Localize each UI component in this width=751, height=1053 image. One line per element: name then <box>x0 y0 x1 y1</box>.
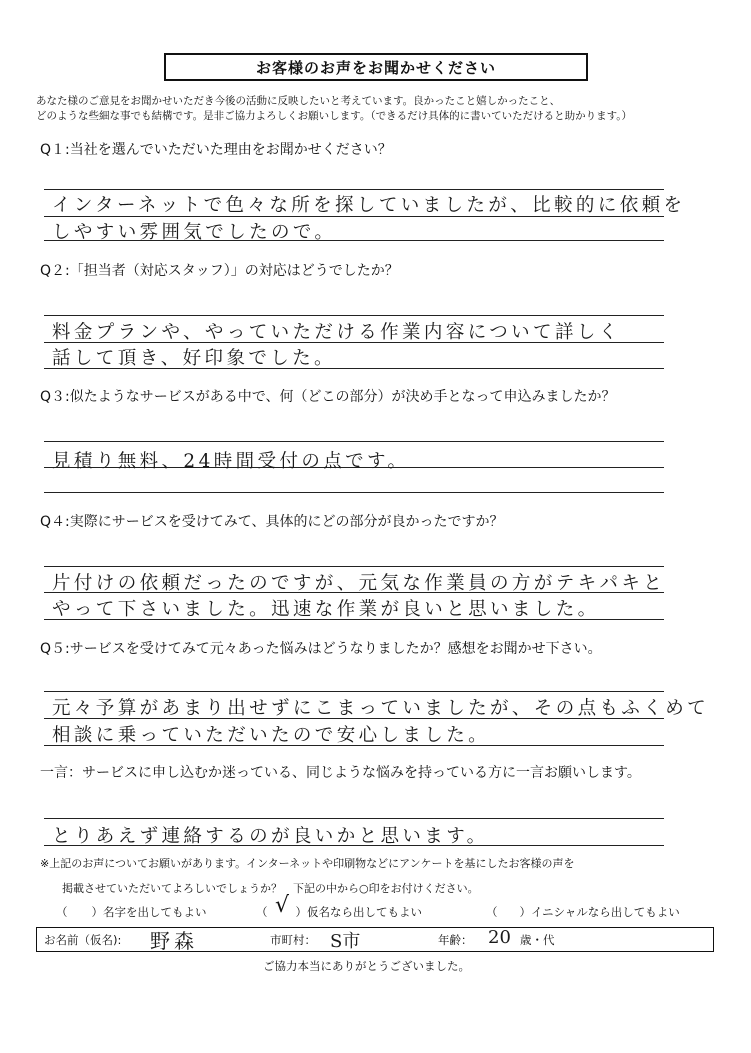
question-1-answer-line-1: インターネットで色々な所を探していましたが、比較的に依頼を <box>52 195 686 216</box>
city-value: S市 <box>330 931 361 952</box>
question-2-answer-line-1: 料金プランや、やっていただける作業内容について詳しく <box>52 322 621 343</box>
question-1-label: Q１:当社を選んでいただいた理由をお聞かせください？ <box>40 142 392 158</box>
answer-rule <box>44 492 664 493</box>
age-value: 20 <box>488 927 511 948</box>
question-5-answer-line-2: 相談に乗っていただいたので安心しました。 <box>52 725 491 746</box>
name-label: お名前（仮名): <box>44 933 122 947</box>
comment-label: 一言：サービスに申し込むか迷っている、同じような悩みを持っている方に一言お願いします。 <box>40 765 641 781</box>
answer-rule <box>44 189 664 190</box>
question-5-label: Q５:サービスを受けてみて元々あった悩みはどうなりましたか？感想をお聞かせ下さい。 <box>40 641 602 657</box>
question-4-label: Q４:実際にサービスを受けてみて、具体的にどの部分が良かったですか？ <box>40 514 504 530</box>
option-pseudonym[interactable]: （ ）仮名なら出してもよい <box>256 905 422 919</box>
intro-line-2: どのような些細な事でも結構です。是非ご協力よろしくお願いします。（できるだけ具体的に書いていただけると助かります。） <box>36 110 632 122</box>
age-suffix: 歳・代 <box>520 933 555 947</box>
question-1-answer-line-2: しやすい雰囲気でしたので。 <box>52 222 337 243</box>
thanks-message: ご協力本当にありがとうございました。 <box>263 959 470 973</box>
question-4-answer-line-1: 片付けの依頼だったのですが、元気な作業員の方がテキパキと <box>52 573 666 594</box>
notice-line-2: 掲載させていただいてよろしいでしょうか？ 下記の中から○印をお付けください。 <box>62 882 479 895</box>
customer-info-box <box>36 927 714 952</box>
question-3-label: Q３:似たようなサービスがある中で、何（どこの部分）が決め手となって申込みましたか？ <box>40 389 616 405</box>
answer-rule <box>44 566 664 567</box>
question-2-answer-line-2: 話して頂き、好印象でした。 <box>52 348 336 369</box>
option-surname[interactable]: （ ）名字を出してもよい <box>56 905 207 919</box>
survey-title: お客様のお声をお聞かせください <box>164 53 588 81</box>
checkmark-icon: √ <box>275 893 290 918</box>
answer-rule <box>44 691 664 692</box>
answer-rule <box>44 818 664 819</box>
answer-rule <box>44 441 664 442</box>
city-label: 市町村： <box>270 933 316 947</box>
comment-answer-line-1: とりあえず連絡するのが良いかと思います。 <box>52 826 489 847</box>
question-3-answer-line-1: 見積り無料、24時間受付の点です。 <box>52 451 410 472</box>
option-initials[interactable]: （ ）イニシャルなら出してもよい <box>486 905 680 919</box>
question-4-answer-line-2: やって下さいました。迅速な作業が良いと思いました。 <box>52 599 600 620</box>
intro-line-1: あなた様のご意見をお聞かせいただき今後の活動に反映したいと考えています。良かったこと嬉しかったこと、 <box>36 95 561 107</box>
question-2-label: Q２:「担当者（対応スタッフ）」の対応はどうでしたか？ <box>40 263 399 279</box>
name-value: 野森 <box>150 929 198 953</box>
age-label: 年齢： <box>438 933 473 947</box>
answer-rule <box>44 315 664 316</box>
question-5-answer-line-1: 元々予算があまり出せずにこまっていましたが、その点もふくめて <box>52 698 710 719</box>
notice-line-1: ※上記のお声についてお願いがあります。インターネットや印刷物などにアンケートを基にしたお客様の声を <box>40 857 575 870</box>
